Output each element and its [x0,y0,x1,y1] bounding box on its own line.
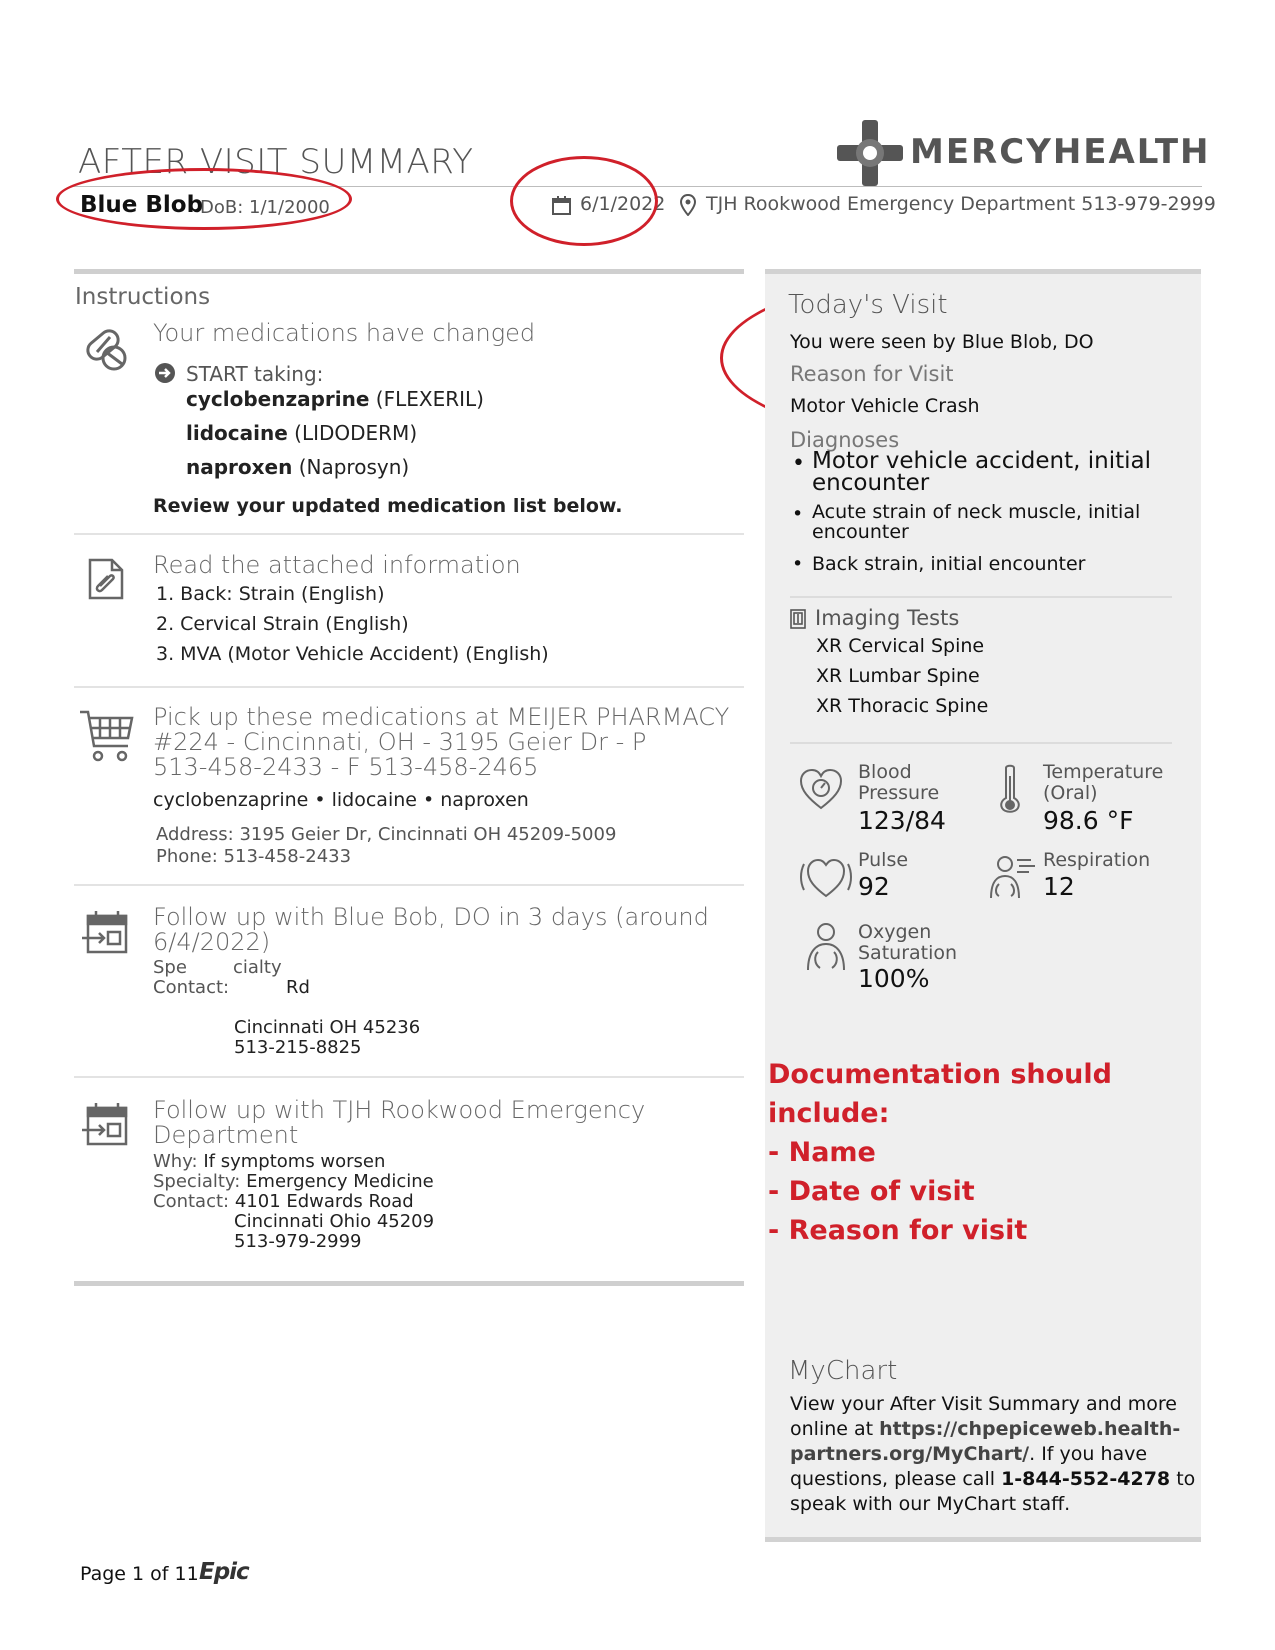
specialty-label: Specialty: [153,1171,241,1192]
why-label: Why: [153,1151,198,1172]
respiration-icon [985,852,1037,900]
med-generic: naproxen [186,455,293,479]
mychart-url-part2[interactable]: partners.org/MyChart/ [790,1443,1030,1465]
o2-label-line1: Oxygen [858,921,932,943]
bp-value: 123/84 [858,806,946,835]
followup1-specialty-a: Spe [153,957,187,978]
section-divider [74,686,744,688]
mercyhealth-cross-icon [835,118,905,188]
instructions-bottom-bar [74,1281,744,1286]
logo-text: MERCYHEALTH [910,132,1211,172]
contact-street: 4101 Edwards Road [234,1191,414,1212]
temp-label-line2: (Oral) [1043,782,1098,804]
bullet: • [792,553,804,575]
diagnoses-label: Diagnoses [790,428,900,452]
document-attachment-icon [86,556,126,602]
diagnosis-item [812,450,1151,494]
diagnosis-line1: Acute strain of neck muscle, initial [812,501,1141,523]
bullet: • [792,503,804,525]
dob-label: DoB: [200,197,244,218]
followup1-contact-street: Rd [286,977,310,998]
imaging-item: XR Cervical Spine [816,635,985,657]
followup1-contact-label: Contact: [153,977,230,998]
contact-label: Contact: [153,1191,230,1212]
attached-info-heading: Read the attached information [153,551,521,579]
imaging-label: Imaging Tests [815,606,960,630]
med-generic: lidocaine [186,421,288,445]
diagnosis-item [812,502,1140,542]
bp-label [858,762,939,804]
section-divider [790,596,1172,598]
note-line: - Name [768,1137,876,1168]
attached-info-item[interactable]: 2. Cervical Strain (English) [156,613,409,635]
med-item [186,421,417,445]
followup2-specialty [153,1172,434,1192]
followup1-contact-city: Cincinnati OH 45236 [234,1017,421,1038]
diagnosis-line2: encounter [812,521,909,543]
diagnosis-line1: Motor vehicle accident, initial [812,448,1151,474]
followup2-heading-line2: Department [153,1121,299,1149]
temp-label [1043,762,1163,804]
pharmacy-address: Address: 3195 Geier Dr, Cincinnati OH 45209-5009 [156,824,617,845]
mychart-text [790,1392,1195,1517]
mychart-line1: View your After Visit Summary and more [790,1393,1177,1415]
med-brand: (LIDODERM) [294,421,418,445]
bullet: • [792,451,805,476]
pulse-value: 92 [858,872,890,901]
mychart-url-part1[interactable]: https://chpepiceweb.health- [879,1418,1181,1440]
instructions-label: Instructions [75,284,211,310]
imaging-item: XR Lumbar Spine [816,665,980,687]
documentation-note [768,1055,1112,1250]
page-title: AFTER VISIT SUMMARY [78,142,474,182]
visit-date: 6/1/2022 [580,193,666,215]
page-number: Page 1 of 11 [80,1563,199,1585]
mychart-line2-a: online at [790,1418,880,1440]
why-value: If symptoms worsen [203,1151,386,1172]
attached-info-item[interactable]: 3. MVA (Motor Vehicle Accident) (English) [156,643,549,665]
instructions-top-bar [74,269,744,274]
pharmacy-phone: Phone: 513-458-2433 [156,846,352,867]
attached-info-item[interactable]: 1. Back: Strain (English) [156,583,385,605]
mychart-heading: MyChart [788,1356,898,1386]
mychart-line5: speak with our MyChart staff. [790,1493,1071,1515]
arrow-right-circle-icon [154,362,176,384]
followup2-heading-line1: Follow up with TJH Rookwood Emergency [153,1096,646,1124]
mychart-line4-a: questions, please call [790,1468,1002,1490]
meds-changed-heading: Your medications have changed [153,319,536,347]
med-generic: cyclobenzaprine [186,387,370,411]
review-med-list: Review your updated medication list below. [153,495,623,517]
diagnosis-line2: encounter [812,470,930,496]
mychart-line4-c: to [1170,1468,1196,1490]
thermometer-icon [998,764,1022,814]
med-item [186,387,484,411]
bp-label-line2: Pressure [858,782,940,804]
diagnosis-item: Back strain, initial encounter [812,553,1086,575]
pharmacy-meds: cyclobenzaprine • lidocaine • naproxen [153,789,529,811]
pharmacy-heading-line2: #224 - Cincinnati, OH - 3195 Geier Dr - P [153,728,647,756]
oxygen-saturation-icon [804,922,848,972]
followup1-contact-phone: 513-215-8825 [234,1037,362,1058]
mercyhealth-logo [835,118,1211,188]
followup2-contact-city: Cincinnati Ohio 45209 [234,1211,435,1232]
followup1-heading-line2: 6/4/2022) [153,928,271,956]
blood-pressure-icon [798,768,844,812]
note-line: include: [768,1098,890,1129]
bp-label-line1: Blood [858,761,912,783]
followup2-why [153,1152,385,1172]
pills-icon [80,322,132,374]
followup2-contact-phone: 513-979-2999 [234,1231,362,1252]
imaging-icon [790,609,806,629]
note-line: - Date of visit [768,1176,975,1207]
seen-by: You were seen by Blue Blob, DO [790,331,1094,353]
respiration-label: Respiration [1043,849,1151,871]
pulse-heart-icon [798,854,854,900]
epic-logo: Epic [199,1559,249,1585]
section-divider [74,533,744,535]
visit-location: TJH Rookwood Emergency Department 513-979-2999 [706,193,1216,215]
section-divider [790,742,1172,744]
o2-label [858,922,957,964]
patient-name: Blue Blob [80,192,204,218]
o2-label-line2: Saturation [858,942,958,964]
reason-label: Reason for Visit [790,362,954,386]
med-brand: (FLEXERIL) [375,387,484,411]
temp-label-line1: Temperature [1043,761,1164,783]
pulse-label: Pulse [858,849,909,871]
respiration-value: 12 [1043,872,1075,901]
dob-value: 1/1/2000 [249,197,330,218]
annotation-circle-name [56,168,352,230]
section-divider [74,1076,744,1078]
mychart-line3-b: . If you have [1029,1443,1148,1465]
mychart-phone: 1-844-552-4278 [1001,1468,1171,1490]
annotation-circle-date [510,156,658,246]
note-line: - Reason for visit [768,1215,1028,1246]
specialty-value: Emergency Medicine [246,1171,434,1192]
med-item [186,455,409,479]
followup1-heading-line1: Follow up with Blue Bob, DO in 3 days (around [153,903,709,931]
followup2-contact [153,1192,414,1212]
o2-value: 100% [858,964,930,993]
reason-value: Motor Vehicle Crash [790,395,980,417]
temp-value: 98.6 °F [1043,806,1134,835]
shopping-cart-icon [78,708,136,764]
location-pin-icon [680,194,696,216]
todays-visit-heading: Today's Visit [788,290,948,320]
calendar-followup-icon [82,910,130,956]
start-taking-label: START taking: [186,362,324,386]
imaging-item: XR Thoracic Spine [816,695,989,717]
calendar-followup-icon [82,1102,130,1148]
followup1-specialty-b: cialty [233,957,282,978]
pharmacy-heading-line3: 513-458-2433 - F 513-458-2465 [153,753,539,781]
med-brand: (Naprosyn) [298,455,410,479]
section-divider [74,884,744,886]
note-line: Documentation should [768,1059,1112,1090]
pharmacy-heading-line1: Pick up these medications at MEIJER PHARMACY [153,703,730,731]
